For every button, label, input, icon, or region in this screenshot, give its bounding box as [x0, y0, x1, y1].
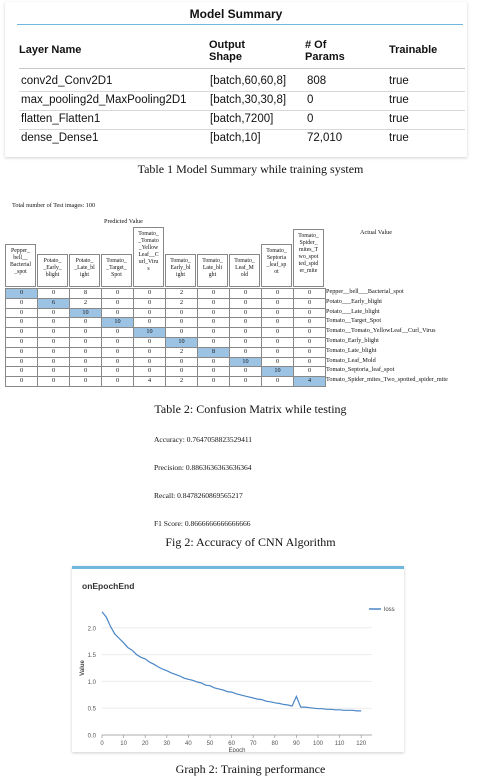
table-row	[6, 289, 326, 299]
matrix-cell: 0	[102, 289, 134, 299]
x-tick-label: 60	[228, 741, 235, 747]
legend-label: loss	[384, 607, 395, 613]
row-divider	[19, 110, 465, 111]
matrix-cell: 10	[166, 337, 198, 347]
matrix-cell: 0	[102, 298, 134, 308]
matrix-cell: 0	[6, 347, 38, 357]
matrix-cell: 0	[38, 377, 70, 387]
matrix-cell: 0	[6, 308, 38, 318]
matrix-cell: 10	[134, 328, 166, 338]
x-tick-label: 0	[100, 741, 104, 747]
table-cell: dense_Dense1	[21, 132, 99, 144]
matrix-cell: 0	[102, 367, 134, 377]
matrix-cell: 0	[6, 328, 38, 338]
graph2-caption: Graph 2: Training performance	[175, 762, 326, 776]
table-row	[6, 357, 326, 367]
matrix-cell: 0	[6, 357, 38, 367]
row-label: Potato___Late_blight	[326, 307, 380, 315]
matrix-cell: 0	[294, 357, 326, 367]
matrix-cell: 0	[134, 298, 166, 308]
fig2-caption: Fig 2: Accuracy of CNN Algorithm	[165, 535, 336, 549]
matrix-cell: 0	[294, 367, 326, 377]
matrix-cell: 0	[134, 308, 166, 318]
matrix-cell: 0	[198, 298, 230, 308]
row-label: Tomato_Late_blight	[326, 346, 377, 354]
matrix-cell: 4	[134, 377, 166, 387]
table-row	[6, 298, 326, 308]
matrix-cell: 0	[230, 318, 262, 328]
matrix-cell: 0	[166, 308, 198, 318]
table-cell: conv2d_Conv2D1	[21, 75, 113, 87]
x-tick-label: 30	[163, 741, 171, 747]
matrix-cell: 0	[166, 357, 198, 367]
matrix-cell: 0	[38, 337, 70, 347]
matrix-cell: 0	[70, 347, 102, 357]
matrix-cell: 0	[198, 308, 230, 318]
model-summary-panel	[5, 2, 467, 157]
matrix-cell: 0	[102, 377, 134, 387]
matrix-cell: 0	[102, 337, 134, 347]
header-num-params: # Of Params	[305, 39, 345, 63]
predicted-value-label: Predicted Value	[104, 218, 143, 225]
matrix-cell: 0	[70, 367, 102, 377]
matrix-cell: 0	[294, 308, 326, 318]
matrix-cell: 0	[230, 289, 262, 299]
table-cell: [batch,60,60,8]	[210, 75, 287, 87]
matrix-cell: 10	[102, 318, 134, 328]
row-label: Pepper__bell___Bacterial_spot	[326, 288, 404, 295]
column-header: Tomato_ Septoria _leaf_sp ot	[261, 244, 292, 287]
recall-text: Recall: 0.8478260869565217	[154, 491, 243, 500]
matrix-cell: 0	[198, 337, 230, 347]
matrix-cell: 2	[166, 298, 198, 308]
matrix-cell: 0	[70, 337, 102, 347]
column-header: Potato_ _Early_ blight	[37, 254, 68, 287]
table-cell: true	[389, 132, 409, 144]
matrix-cell: 8	[198, 347, 230, 357]
confusion-matrix	[5, 288, 326, 387]
matrix-cell: 0	[70, 377, 102, 387]
matrix-cell: 0	[70, 328, 102, 338]
row-label: Tomato_Early_blight	[326, 337, 379, 344]
row-label: Tomato__Target_Spot	[326, 317, 382, 325]
matrix-cell: 0	[102, 328, 134, 338]
table2-caption: Table 2: Confusion Matrix while testing	[154, 402, 347, 416]
x-tick-label: 120	[356, 741, 367, 747]
x-tick-label: 110	[334, 741, 345, 747]
table-cell: 0	[307, 94, 314, 106]
table-row	[6, 347, 326, 357]
table-cell: 808	[307, 75, 327, 87]
matrix-cell: 0	[134, 367, 166, 377]
matrix-cell: 0	[6, 337, 38, 347]
column-header: Tomato_ Spider_ mites_T wo_spot ted_spid er_mite	[293, 229, 324, 287]
matrix-cell: 0	[294, 337, 326, 347]
table-row	[6, 367, 326, 377]
matrix-cell: 0	[198, 328, 230, 338]
x-tick-label: 100	[312, 741, 324, 747]
table-cell: max_pooling2d_MaxPooling2D1	[21, 94, 187, 106]
column-header: Tomato_ Leaf_M old	[229, 254, 260, 287]
matrix-cell: 0	[102, 347, 134, 357]
matrix-cell: 0	[6, 377, 38, 387]
y-tick-label: 0.5	[87, 706, 96, 713]
matrix-cell: 0	[198, 357, 230, 367]
matrix-cell: 0	[6, 289, 38, 299]
matrix-cell: 4	[294, 377, 326, 387]
title-divider	[17, 24, 463, 25]
matrix-cell: 0	[230, 367, 262, 377]
matrix-cell: 0	[70, 318, 102, 328]
row-label: Potato___Early_blight	[326, 297, 383, 305]
matrix-cell: 0	[134, 337, 166, 347]
matrix-cell: 10	[230, 357, 262, 367]
matrix-cell: 0	[102, 308, 134, 318]
table-cell: [batch,30,30,8]	[210, 94, 287, 106]
matrix-cell: 0	[38, 289, 70, 299]
matrix-cell: 0	[198, 377, 230, 387]
x-axis-label: Epoch	[228, 748, 246, 752]
table-row	[6, 328, 326, 338]
matrix-cell: 0	[38, 328, 70, 338]
table-cell: [batch,7200]	[210, 113, 274, 125]
matrix-cell: 0	[70, 357, 102, 367]
table-row	[6, 337, 326, 347]
matrix-cell: 0	[262, 289, 294, 299]
matrix-cell: 0	[230, 347, 262, 357]
row-label: Tomato_Septoria_leaf_spot	[326, 366, 395, 374]
matrix-cell: 0	[294, 289, 326, 299]
matrix-cell: 0	[262, 308, 294, 318]
table-row	[6, 308, 326, 318]
matrix-cell: 0	[166, 318, 198, 328]
matrix-cell: 0	[294, 347, 326, 357]
row-label: Tomato_Spider_mites_Two_spotted_spider_mite	[326, 376, 448, 384]
matrix-cell: 0	[6, 318, 38, 328]
row-label: Tomato_Leaf_Mold	[326, 356, 376, 364]
actual-value-label: Actual Value	[360, 229, 393, 236]
matrix-cell: 0	[230, 328, 262, 338]
x-tick-label: 20	[141, 741, 149, 747]
matrix-cell: 0	[262, 318, 294, 328]
table-cell: 0	[307, 113, 314, 125]
matrix-cell: 0	[230, 377, 262, 387]
column-header: Potato_ _Late_bl ight	[69, 254, 100, 287]
x-tick-label: 40	[185, 741, 192, 747]
table-cell: flatten_Flatten1	[21, 113, 101, 125]
matrix-cell: 0	[38, 308, 70, 318]
matrix-cell: 0	[262, 328, 294, 338]
accuracy-text: Accuracy: 0.7647058823529411	[154, 435, 253, 444]
matrix-cell: 0	[262, 357, 294, 367]
header-output-shape: Output Shape	[209, 39, 246, 63]
matrix-cell: 0	[262, 347, 294, 357]
y-tick-label: 1.0	[87, 679, 96, 686]
chart-title: onEpochEnd	[82, 581, 135, 591]
matrix-cell: 0	[294, 318, 326, 328]
header-trainable: Trainable	[389, 44, 438, 56]
matrix-cell: 10	[70, 308, 102, 318]
y-tick-label: 2.0	[87, 626, 96, 633]
table-row	[6, 318, 326, 328]
matrix-cell: 0	[134, 289, 166, 299]
row-divider	[19, 129, 465, 130]
table-row	[6, 377, 326, 387]
matrix-cell: 0	[6, 367, 38, 377]
column-header: Tomato_ _Target_ Spot	[101, 254, 132, 287]
matrix-cell: 0	[262, 377, 294, 387]
row-label: Tomato__Tomato_YellowLeaf__Curl_Virus	[326, 327, 436, 335]
y-axis-label: Value	[80, 660, 86, 676]
f1-text: F1 Score: 0.8666666666666666	[154, 519, 251, 528]
matrix-cell: 2	[166, 289, 198, 299]
y-tick-label: 0.0	[87, 733, 96, 740]
matrix-cell: 6	[38, 298, 70, 308]
loss-line	[102, 612, 361, 711]
matrix-cell: 0	[102, 357, 134, 367]
matrix-cell: 0	[230, 298, 262, 308]
matrix-cell: 0	[294, 328, 326, 338]
matrix-cell: 0	[166, 328, 198, 338]
matrix-cell: 0	[38, 347, 70, 357]
column-header: Pepper_ bell__ Bacterial _spot	[5, 244, 36, 287]
row-divider	[19, 91, 465, 92]
model-summary-title: Model Summary	[189, 7, 283, 21]
matrix-cell: 2	[166, 347, 198, 357]
x-tick-label: 80	[271, 741, 279, 747]
header-divider	[19, 68, 465, 69]
matrix-cell: 2	[166, 377, 198, 387]
matrix-cell: 0	[198, 318, 230, 328]
table-cell: true	[389, 94, 409, 106]
matrix-cell: 0	[38, 318, 70, 328]
matrix-cell: 8	[70, 289, 102, 299]
matrix-cell: 0	[294, 298, 326, 308]
matrix-cell: 0	[38, 367, 70, 377]
x-tick-label: 10	[120, 741, 127, 747]
matrix-cell: 0	[38, 357, 70, 367]
matrix-cell: 0	[166, 367, 198, 377]
matrix-cell: 0	[198, 367, 230, 377]
table-cell: true	[389, 113, 409, 125]
matrix-cell: 10	[262, 367, 294, 377]
x-tick-label: 70	[249, 741, 257, 747]
column-header: Tomato_ Late_bli ght	[197, 254, 228, 287]
column-header: Tomato_ _Tomato _Yellow Leaf__C url_Viru s	[133, 227, 164, 287]
y-tick-label: 1.5	[87, 653, 96, 660]
loss-chart	[72, 569, 404, 752]
header-layer-name: Layer Name	[19, 44, 82, 56]
x-tick-label: 50	[206, 741, 214, 747]
matrix-cell: 0	[134, 318, 166, 328]
matrix-cell: 0	[134, 357, 166, 367]
column-header: Tomato_ Early_bl ight	[165, 254, 196, 287]
precision-text: Precision: 0.8863636363636364	[154, 463, 252, 472]
total-test-images: Total number of Test images: 100	[12, 202, 96, 209]
table-cell: 72,010	[307, 132, 343, 144]
x-tick-label: 90	[293, 741, 300, 747]
matrix-cell: 2	[70, 298, 102, 308]
table-cell: [batch,10]	[210, 132, 261, 144]
matrix-cell: 0	[230, 337, 262, 347]
table-cell: true	[389, 75, 409, 87]
table1-caption: Table 1 Model Summary while training system	[137, 162, 364, 176]
matrix-cell: 0	[198, 289, 230, 299]
matrix-cell: 0	[262, 298, 294, 308]
matrix-cell: 0	[262, 337, 294, 347]
matrix-cell: 0	[134, 347, 166, 357]
matrix-cell: 0	[6, 298, 38, 308]
matrix-cell: 0	[230, 308, 262, 318]
